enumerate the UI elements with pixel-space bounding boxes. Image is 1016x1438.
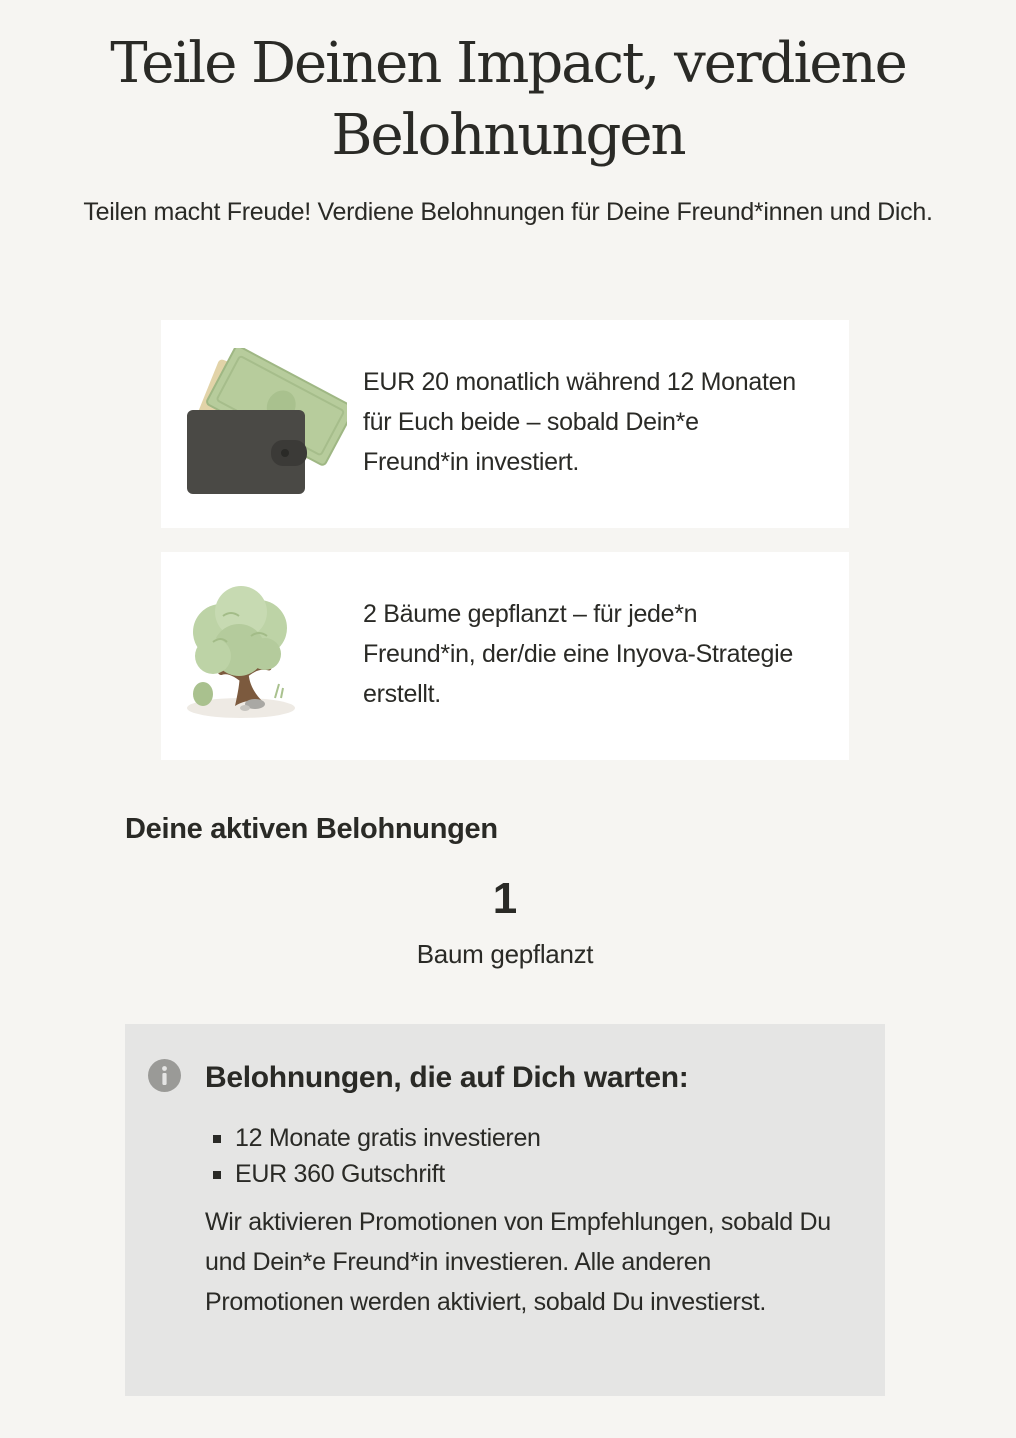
bullet <box>213 1171 221 1179</box>
list-item <box>205 1156 541 1192</box>
active-rewards-heading: Deine aktiven Belohnungen <box>125 813 498 845</box>
list-item <box>205 1120 541 1156</box>
reward-card-money <box>161 320 849 528</box>
pending-rewards-title: Belohnungen, die auf Dich warten: <box>205 1061 689 1094</box>
page-title: Teile Deinen Impact, verdiene Belohnungen <box>110 31 906 168</box>
pending-rewards-list <box>205 1120 541 1192</box>
list-item-label: 12 Monate gratis investieren <box>235 1124 541 1152</box>
active-rewards-count: 1 <box>492 874 518 923</box>
pending-rewards-box <box>125 1024 885 1396</box>
page-subtitle: Teilen macht Freude! Verdiene Belohnungen für Deine Freund*innen und Dich. <box>83 198 933 226</box>
wallet-money-icon <box>183 348 347 498</box>
pending-rewards-text: Wir aktivieren Promotionen von Empfehlungen, sobald Du und Dein*e Freund*in investieren. Alle anderen Promotionen werden aktiviert, sobald Du investierst. <box>205 1208 831 1316</box>
reward-card-trees <box>161 552 849 760</box>
bullet <box>213 1135 221 1143</box>
list-item-label: EUR 360 Gutschrift <box>235 1160 445 1188</box>
card-text: EUR 20 monatlich während 12 Monaten für Euch beide – sobald Dein*e Freund*in investiert. <box>363 368 796 476</box>
info-icon <box>148 1059 181 1092</box>
active-rewards-label: Baum gepflanzt <box>416 939 594 969</box>
tree-icon <box>183 580 347 730</box>
card-text: 2 Bäume gepflanzt – für jede*n Freund*in, der/die eine Inyova-Strategie erstellt. <box>363 600 793 708</box>
